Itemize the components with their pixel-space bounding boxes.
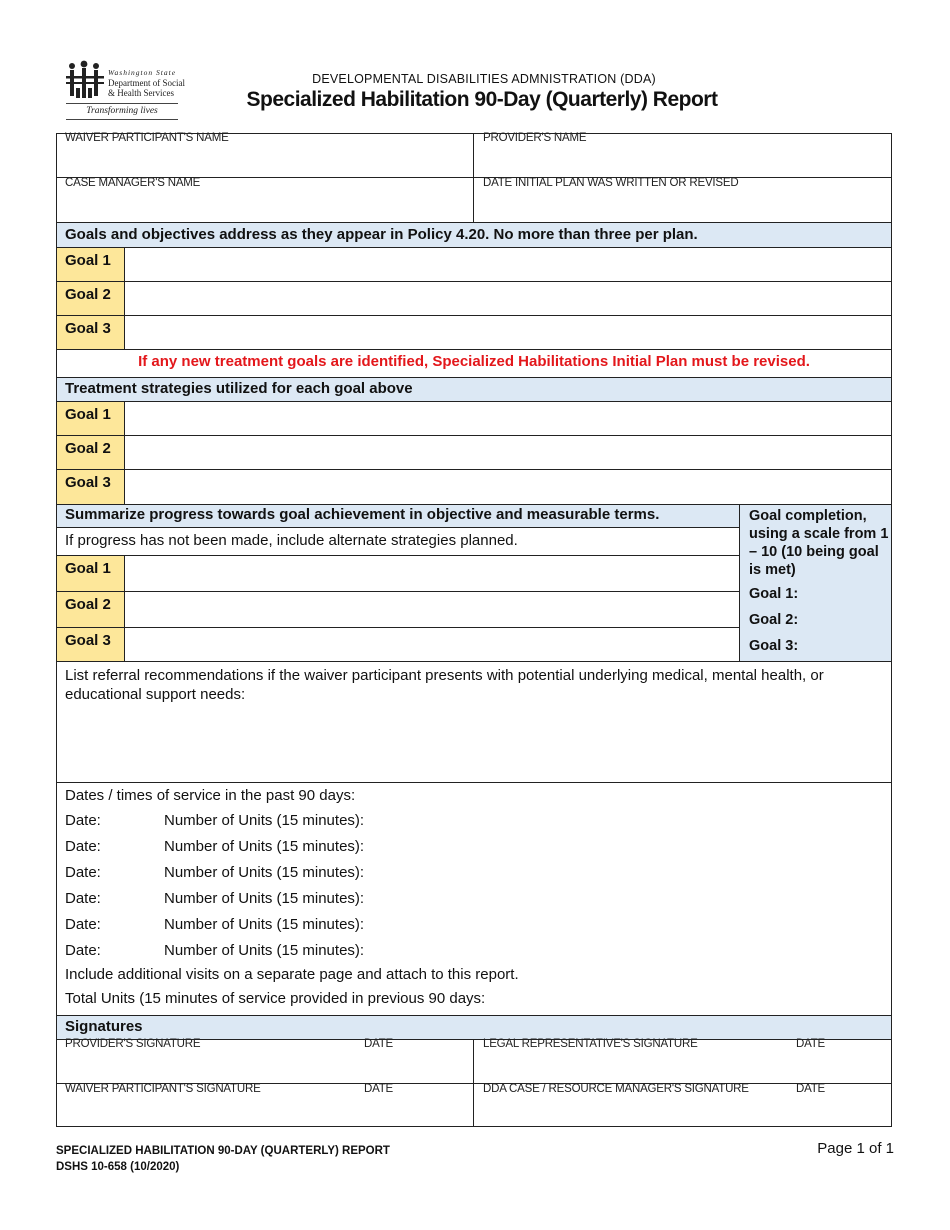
divider (56, 555, 739, 556)
service-units-label[interactable]: Number of Units (15 minutes): (164, 838, 365, 855)
progress-heading: Summarize progress towards goal achievement in objective and measurable terms. (65, 506, 660, 523)
page-title: Specialized Habilitation 90-Day (Quarterly) Report (246, 88, 718, 111)
legal-rep-signature-date[interactable]: DATE (796, 1038, 826, 1050)
participant-signature-date[interactable]: DATE (364, 1083, 394, 1095)
divider (56, 591, 739, 592)
dda-manager-signature-field[interactable]: DDA CASE / RESOURCE MANAGER'S SIGNATURE (483, 1083, 749, 1095)
page-number: Page 1 of 1 (817, 1140, 894, 1157)
logo-divider (66, 103, 178, 104)
participant-name-field[interactable]: WAIVER PARTICIPANT'S NAME (65, 132, 229, 144)
goal-2-label: Goal 2 (57, 282, 125, 315)
dda-manager-signature-date[interactable]: DATE (796, 1083, 826, 1095)
service-heading: Dates / times of service in the past 90 days: (65, 787, 356, 804)
total-units-field[interactable]: Total Units (15 minutes of service provided in previous 90 days: (65, 990, 486, 1007)
footer-form-title: SPECIALIZED HABILITATION 90-DAY (QUARTERLY) REPORT (56, 1145, 390, 1157)
logo-divider (66, 119, 178, 120)
divider (56, 349, 892, 350)
service-units-label[interactable]: Number of Units (15 minutes): (164, 890, 365, 907)
strategy-goal-2-label: Goal 2 (57, 436, 125, 469)
divider (56, 401, 892, 402)
logo-text (108, 68, 185, 98)
legal-rep-signature-field[interactable]: LEGAL REPRESENTATIVE'S SIGNATURE (483, 1038, 698, 1050)
additional-visits-note: Include additional visits on a separate page and attach to this report. (65, 966, 519, 983)
service-units-label[interactable]: Number of Units (15 minutes): (164, 916, 365, 933)
strategies-heading: Treatment strategies utilized for each goal above (65, 380, 413, 397)
service-units-label[interactable]: Number of Units (15 minutes): (164, 942, 365, 959)
service-units-label[interactable]: Number of Units (15 minutes): (164, 812, 365, 829)
strategy-goal-3-label: Goal 3 (57, 470, 125, 504)
service-date-label[interactable]: Date: (65, 838, 101, 855)
logo-state: Washington State (108, 68, 177, 77)
completion-goal-1[interactable]: Goal 1: (749, 586, 799, 602)
divider (56, 782, 892, 783)
divider (56, 661, 892, 662)
participant-signature-field[interactable]: WAIVER PARTICIPANT'S SIGNATURE (65, 1083, 261, 1095)
strategy-goal-1-label: Goal 1 (57, 402, 125, 435)
goal-1-label: Goal 1 (57, 248, 125, 281)
service-units-label[interactable]: Number of Units (15 minutes): (164, 864, 365, 881)
progress-goal-2-label: Goal 2 (57, 592, 125, 627)
divider (56, 435, 892, 436)
divider (56, 281, 892, 282)
divider (56, 527, 739, 528)
goal-completion-heading: Goal completion, using a scale from 1 – 10 (10 being goal is met) (749, 508, 889, 578)
revision-warning: If any new treatment goals are identified, Specialized Habilitations Initial Plan must be revised. (138, 353, 810, 370)
logo-tagline: Transforming lives (86, 106, 158, 116)
divider (56, 315, 892, 316)
divider (56, 247, 892, 248)
footer-form-number: DSHS 10-658 (10/2020) (56, 1161, 180, 1173)
service-date-label[interactable]: Date: (65, 942, 101, 959)
case-manager-name-field[interactable]: CASE MANAGER'S NAME (65, 177, 201, 189)
logo-dept-line1: Department of Social (108, 78, 185, 88)
service-date-label[interactable]: Date: (65, 812, 101, 829)
goals-heading: Goals and objectives address as they appear in Policy 4.20. No more than three per plan. (65, 226, 698, 243)
referral-field[interactable]: List referral recommendations if the waiver participant presents with potential underlying medical, mental health, or educational support needs: (65, 667, 824, 703)
divider (739, 504, 740, 661)
progress-goal-1-label: Goal 1 (57, 556, 125, 591)
progress-subheading: If progress has not been made, include alternate strategies planned. (65, 532, 518, 549)
people-icon (64, 60, 108, 104)
provider-name-field[interactable]: PROVIDER'S NAME (483, 132, 587, 144)
agency-name: DEVELOPMENTAL DISABILITIES ADMNISTRATION (DDA) (312, 72, 656, 86)
footer-form-info (56, 1143, 390, 1175)
completion-goal-2[interactable]: Goal 2: (749, 612, 799, 628)
service-date-label[interactable]: Date: (65, 864, 101, 881)
progress-goal-3-label: Goal 3 (57, 628, 125, 661)
divider (56, 469, 892, 470)
completion-goal-3[interactable]: Goal 3: (749, 638, 799, 654)
goal-3-label: Goal 3 (57, 316, 125, 349)
date-initial-plan-field[interactable]: DATE INITIAL PLAN WAS WRITTEN OR REVISED (483, 177, 739, 189)
provider-signature-date[interactable]: DATE (364, 1038, 394, 1050)
provider-signature-field[interactable]: PROVIDER'S SIGNATURE (65, 1038, 201, 1050)
signatures-heading-band (57, 1016, 891, 1039)
divider (56, 627, 739, 628)
service-date-label[interactable]: Date: (65, 916, 101, 933)
service-date-label[interactable]: Date: (65, 890, 101, 907)
signatures-heading: Signatures (65, 1018, 143, 1035)
logo-dept-line2: & Health Services (108, 88, 174, 98)
